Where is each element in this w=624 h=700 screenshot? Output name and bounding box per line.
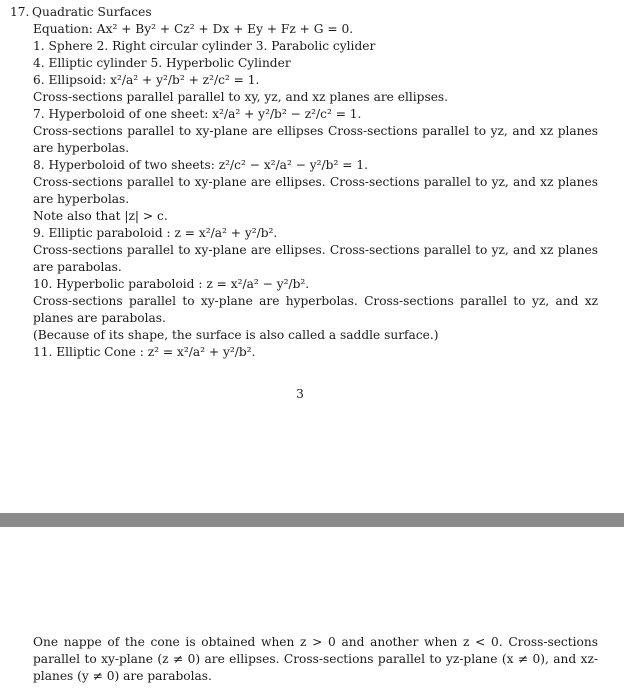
hyperboloid-two-sheets-cross-sections: Cross-sections parallel to xy-plane are ellipses. Cross-sections parallel to yz, and xz planes are hyperbolas. bbox=[33, 175, 598, 206]
cone-description: One nappe of the cone is obtained when z > 0 and another when z < 0. Cross-sections parallel to xy-plane (z ≠ 0) are ellipses. Cross-sections parallel to yz-plane (x ≠ 0), and xz-planes (y ≠ 0) are parabolas. bbox=[33, 635, 598, 683]
general-equation: Equation: Ax² + By² + Cz² + Dx + Ey + Fz + G = 0. bbox=[33, 22, 354, 36]
section-heading bbox=[10, 4, 610, 21]
saddle-surface-note: (Because of its shape, the surface is also called a saddle surface.) bbox=[33, 328, 439, 342]
section-number: 17. bbox=[10, 5, 30, 19]
section-title: Quadratic Surfaces bbox=[32, 5, 152, 19]
elliptic-paraboloid-cross-sections: Cross-sections parallel to xy-plane are ellipses. Cross-sections parallel to yz, and xz planes are parabolas. bbox=[33, 243, 598, 274]
hyperboloid-two-sheets-note: Note also that |z| > c. bbox=[33, 209, 168, 223]
hyperbolic-paraboloid-cross-sections: Cross-sections parallel to xy-plane are hyperbolas. Cross-sections parallel to yz, and xz planes are parabolas. bbox=[33, 294, 598, 325]
ellipsoid-equation: 6. Ellipsoid: x²/a² + y²/b² + z²/c² = 1. bbox=[33, 73, 260, 87]
hyperboloid-one-sheet-equation: 7. Hyperboloid of one sheet: x²/a² + y²/b² − z²/c² = 1. bbox=[33, 107, 362, 121]
elliptic-paraboloid-equation: 9. Elliptic paraboloid : z = x²/a² + y²/b². bbox=[33, 226, 278, 240]
section-body bbox=[33, 21, 598, 361]
ellipsoid-cross-sections: Cross-sections parallel parallel to xy, yz, and xz planes are ellipses. bbox=[33, 90, 449, 104]
surface-list-2: 4. Elliptic cylinder 5. Hyperbolic Cylinder bbox=[33, 56, 291, 70]
hyperboloid-one-sheet-cross-sections: Cross-sections parallel to xy-plane are ellipses Cross-sections parallel to yz, and xz planes are hyperbolas. bbox=[33, 124, 598, 155]
page-number: 3 bbox=[296, 387, 304, 401]
hyperbolic-paraboloid-equation: 10. Hyperbolic paraboloid : z = x²/a² − y²/b². bbox=[33, 277, 310, 291]
surface-list-1: 1. Sphere 2. Right circular cylinder 3. Parabolic cylider bbox=[33, 39, 376, 53]
page-divider bbox=[0, 513, 624, 527]
elliptic-cone-equation: 11. Elliptic Cone : z² = x²/a² + y²/b². bbox=[33, 345, 256, 359]
hyperboloid-two-sheets-equation: 8. Hyperboloid of two sheets: z²/c² − x²/a² − y²/b² = 1. bbox=[33, 158, 368, 172]
